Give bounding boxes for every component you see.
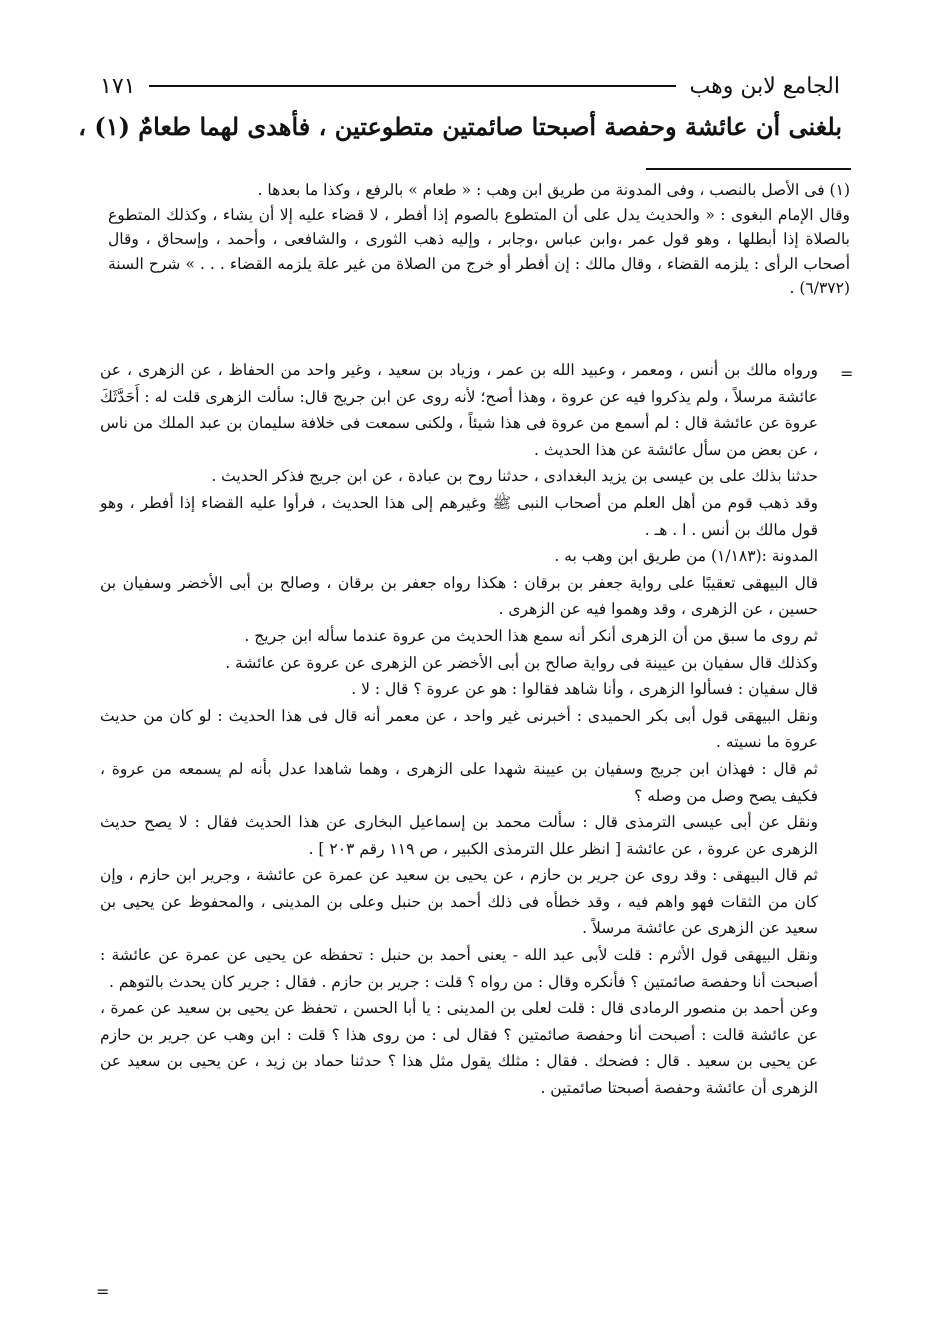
commentary-paragraph: المدونة :(١/١٨٣) من طريق ابن وهب به . — [554, 547, 818, 566]
commentary-paragraph: وعن أحمد بن منصور الرمادى قال : قلت لعلى بن المدينى : يا أبا الحسن ، تحفظ عن يحيى بن سعيد عن عمرة ، عن عائشة قالت : أصبحت أنا وحفصة صائمتين ؟ فقال لى : من روى هذا ؟ قلت : ابن وهب عن جرير بن حازم عن يحيى بن سعيد . قال : فضحك . فقال : مثلك يقول مثل هذا ؟ حدثنا حماد بن زيد ، عن يحيى بن سعيد عن الزهرى أن عائشة وحفصة أصبحتا صائمتين . — [100, 999, 818, 1098]
header-rule — [149, 85, 675, 87]
book-title: الجامع لابن وهب — [689, 73, 840, 99]
commentary-paragraph: ورواه مالك بن أنس ، ومعمر ، وعبيد الله بن عمر ، وزياد بن سعيد ، وغير واحد من الحفاظ ، عن الزهرى ، عن عائشة مرسلاً ، ولم يذكروا فيه عن عروة ، وهذا أصح؛ لأنه روى عن ابن جريج قال: سألت الزهرى قلت له : أَحَدَّثَكَ عروة عن عائشة قال : لم أسمع من عروة فى هذا شيئاً ، ولكنى سمعت فى خلافة سليمان بن عبد الملك من ناس ، عن بعض من سأل عائشة عن هذا الحديث . — [100, 361, 818, 459]
commentary-paragraph: ونقل البيهقى قول الأثرم : قلت لأبى عبد الله - يعنى أحمد بن حنبل : تحفظه عن يحيى عن عمرة عن عائشة : أصبحت أنا وحفصة صائمتين ؟ فأنكره وقال : من رواه ؟ قلت : جرير بن حازم . فقال : جرير كان يحدث بالتوهم . — [100, 946, 818, 991]
footnote-paragraph: وقال الإمام البغوى : « والحديث يدل على أن المتطوع بالصوم إذا أفطر ، لا قضاء عليه إلا أن يشاء ، وكذلك المتطوع بالصلاة إذا أبطلها ، وهو قول عمر ،وابن عباس ،وجابر ، وإليه ذهب الثورى ، والشافعى ، وأحمد ، وإسحاق ، وقال أصحاب الرأى : يلزمه القضاء ، وقال مالك : إن أفطر أو خرج من الصلاة من غير علة يلزمه القضاء . . . » شرح السنة (٦/٣٧٢) . — [108, 205, 850, 297]
commentary-paragraph: حدثنا بذلك على بن عيسى بن يزيد البغدادى ، حدثنا روح بن عبادة ، عن ابن جريج فذكر الحديث . — [211, 467, 818, 486]
commentary-paragraph: وكذلك قال سفيان بن عيينة فى رواية صالح بن أبى الأخضر عن الزهرى عن عروة عن عائشة . — [225, 653, 818, 672]
commentary — [100, 357, 818, 1102]
page-header — [100, 66, 840, 106]
commentary-paragraph: ثم قال : فهذان ابن جريج وسفيان بن عيينة شهدا على الزهرى ، وهما شاهدا عدل بأنه لم يسمعه من عروة ، فكيف يصح وصل من وصله ؟ — [100, 759, 818, 805]
page-number: ١٧١ — [100, 73, 136, 99]
footnote-separator — [646, 168, 851, 170]
commentary-paragraph: ثم قال البيهقى : وقد روى عن جرير بن حازم ، عن يحيى بن سعيد عن عمرة عن عائشة ، وجرير ابن حازم ، وإن كان من الثقات فهو واهم فيه ، وقد خطأه فى ذلك أحمد بن حنبل وعلى بن المدينى ، والمحفوظ عن يحيى بن سعيد عن الزهرى عن عائشة مرسلاً . — [100, 866, 818, 938]
footnote-paragraph: (١) فى الأصل بالنصب ، وفى المدونة من طريق ابن وهب : « طعام » بالرفع ، وكذا ما بعدها . — [257, 181, 850, 199]
footnote — [108, 178, 850, 301]
continuation-marker-bottom: = — [96, 1282, 110, 1301]
commentary-paragraph: ونقل البيهقى قول أبى بكر الحميدى : أخبرنى غير واحد ، عن معمر أنه قال فى هذا الحديث : لو كان من حديث عروة ما نسيته . — [100, 706, 818, 752]
commentary-paragraph: ونقل عن أبى عيسى الترمذى قال : سألت محمد بن إسماعيل البخارى عن هذا الحديث فقال : لا يصح حديث الزهرى عن عروة ، عن عائشة [ انظر علل الترمذى الكبير ، ص ١١٩ رقم ٢٠٣ ] . — [100, 813, 818, 858]
main-text: بلغنى أن عائشة وحفصة أصبحتا صائمتين متطوعتين ، فأهدى لهما طعامٌ (١) ، — [78, 112, 842, 141]
continuation-marker-top: = — [840, 364, 854, 383]
commentary-paragraph: قال البيهقى تعقيبًا على رواية جعفر بن برقان : هكذا رواه جعفر بن برقان ، وصالح بن أبى الأخضر وسفيان بن حسين ، عن الزهرى ، وقد وهموا فيه عن الزهرى . — [100, 573, 818, 619]
commentary-paragraph: ثم روى ما سبق من أن الزهرى أنكر أنه سمع هذا الحديث من عروة عندما سأله ابن جريج . — [244, 626, 818, 645]
commentary-paragraph: قال سفيان : فسألوا الزهرى ، وأنا شاهد فقالوا : هو عن عروة ؟ قال : لا . — [351, 680, 818, 699]
commentary-paragraph: وقد ذهب قوم من أهل العلم من أصحاب النبى ﷺ وغيرهم إلى هذا الحديث ، فرأوا عليه القضاء إذا أفطر ، وهو قول مالك بن أنس . ا . هـ . — [100, 493, 818, 539]
